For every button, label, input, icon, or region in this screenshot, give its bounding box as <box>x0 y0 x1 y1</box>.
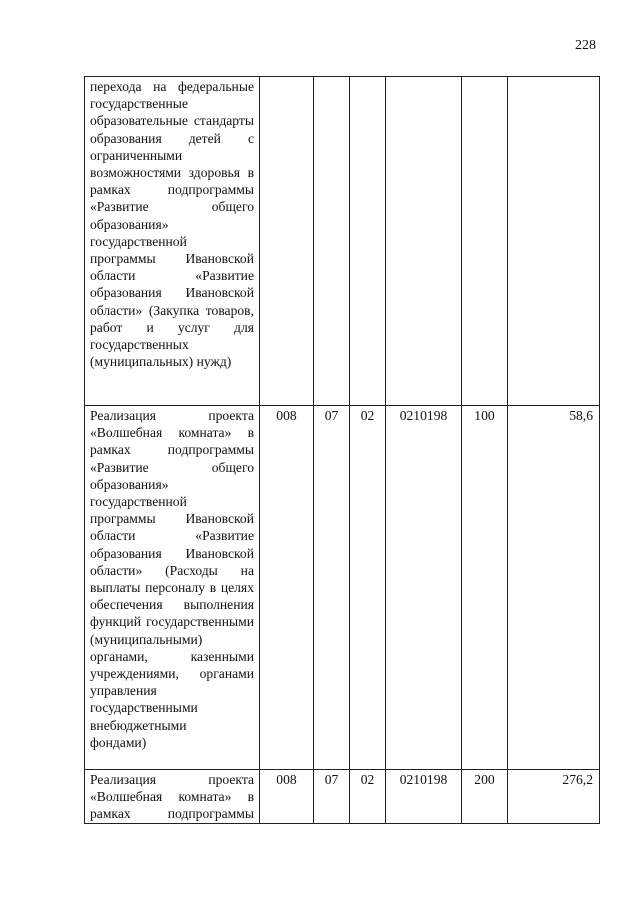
expense-type-cell <box>462 77 508 406</box>
amount-cell: 58,6 <box>508 406 600 770</box>
description-text-last: фондами) <box>90 734 147 750</box>
description-cell <box>85 406 260 770</box>
section-cell: 07 <box>314 406 350 770</box>
subsection-cell <box>350 77 386 406</box>
amount-cell <box>508 77 600 406</box>
subsection-cell: 02 <box>350 770 386 824</box>
description-text: Реализация проекта «Волшебная комната» в рамках подпрограммы «Развитие общего образования» государственной программы Ивановской области «Развитие образования Ивановской области» (Расходы на выплаты персоналу в целях обеспечения выполнения функций государственными (муниципальными) органами, казенными учреждениями, органами управления государственными внебюджетными <box>90 408 254 733</box>
section-cell: 07 <box>314 770 350 824</box>
amount-cell: 276,2 <box>508 770 600 824</box>
target-article-cell <box>386 77 462 406</box>
description-text: Реализация проекта «Волшебная комната» в рамках подпрограммы <box>90 772 254 822</box>
ministry-code-cell <box>260 77 314 406</box>
ministry-code-cell: 008 <box>260 406 314 770</box>
target-article-cell: 0210198 <box>386 770 462 824</box>
table-row <box>85 77 600 406</box>
table-row <box>85 406 600 770</box>
description-text: перехода на федеральные государственные образовательные стандарты образования детей с ограниченными возможностями здоровья в рамках подпрограммы «Развитие общего образования» государственной программы Ивановской области «Развитие образования Ивановской области» (Закупка товаров, работ и услуг для государственных <box>90 79 254 353</box>
target-article-cell: 0210198 <box>386 406 462 770</box>
expense-type-cell: 200 <box>462 770 508 824</box>
description-text-last: (муниципальных) нужд) <box>90 354 232 370</box>
budget-table <box>84 76 600 824</box>
description-cell <box>85 770 260 824</box>
ministry-code-cell: 008 <box>260 770 314 824</box>
expense-type-cell: 100 <box>462 406 508 770</box>
description-cell <box>85 77 260 406</box>
table-row <box>85 770 600 824</box>
subsection-cell: 02 <box>350 406 386 770</box>
page-number: 228 <box>575 38 596 53</box>
section-cell <box>314 77 350 406</box>
